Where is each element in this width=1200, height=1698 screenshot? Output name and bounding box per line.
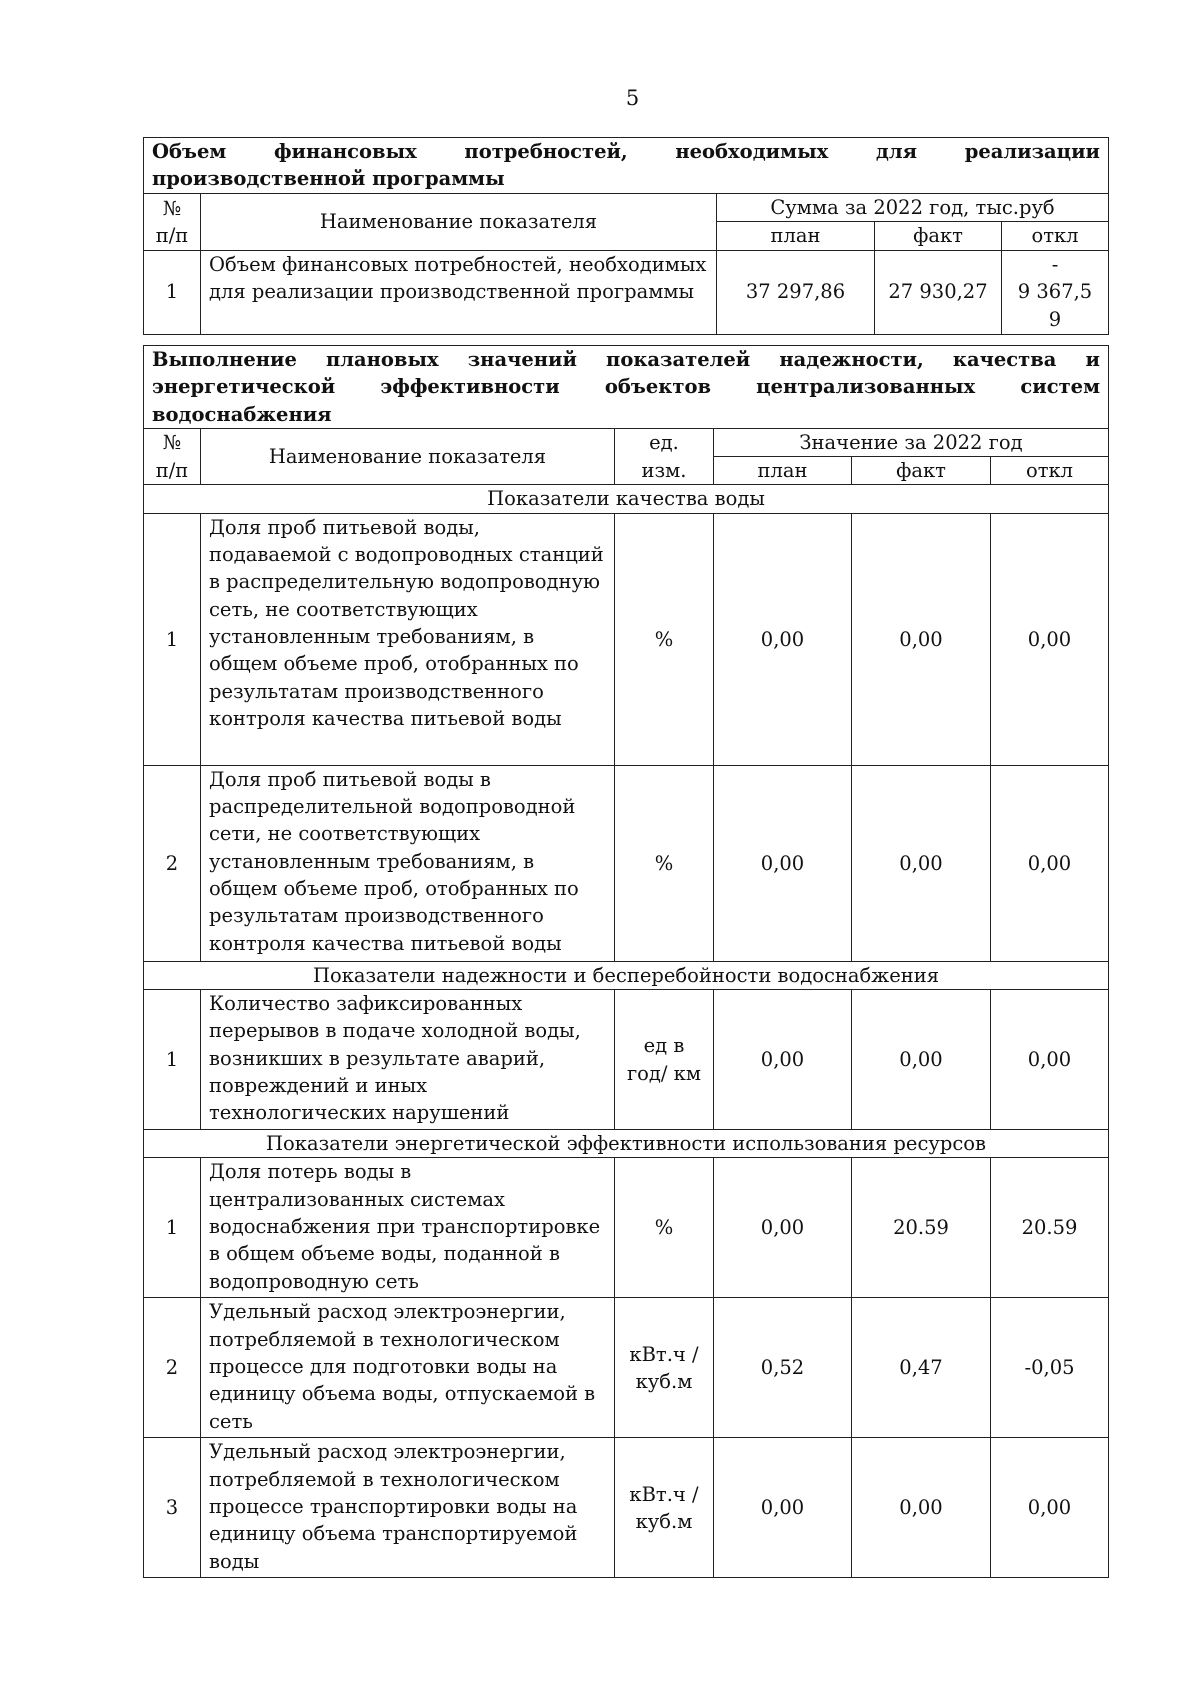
plan-value: 37 297,86 bbox=[717, 250, 875, 334]
col-number-line1: № bbox=[162, 196, 182, 220]
table-row bbox=[144, 1438, 1109, 1578]
section-header-row bbox=[144, 961, 1109, 989]
unit: кВт.ч / куб.м bbox=[615, 1298, 714, 1438]
deviation-line3: 9 bbox=[1048, 307, 1062, 331]
table-row bbox=[144, 1298, 1109, 1438]
row-number: 1 bbox=[144, 250, 201, 334]
row-number: 1 bbox=[144, 513, 201, 765]
col-deviation-header: откл bbox=[991, 457, 1109, 485]
col-unit-line1: ед. bbox=[649, 431, 679, 455]
col-number-header bbox=[144, 428, 201, 485]
deviation-line2: 9 367,5 bbox=[1017, 280, 1093, 304]
fact-value: 20.59 bbox=[852, 1158, 991, 1298]
deviation-value: 0,00 bbox=[991, 990, 1109, 1130]
table-row bbox=[144, 250, 1109, 334]
indicator-name: Удельный расход электроэнергии, потребляемой в технологическом процессе транспортировки воды на единицу объема транспортируемой воды bbox=[201, 1438, 615, 1578]
unit: % bbox=[615, 765, 714, 961]
col-fact-header: факт bbox=[852, 457, 991, 485]
unit: % bbox=[615, 513, 714, 765]
indicator-name: Доля проб питьевой воды, подаваемой с водопроводных станций в распределительную водопроводную сеть, не соответствующих установленным требованиям, в общем объеме проб, отобранных по результатам производственного контроля качества питьевой воды bbox=[201, 513, 615, 765]
plan-value: 0,00 bbox=[714, 1438, 852, 1578]
section-title: Показатели надежности и бесперебойности водоснабжения bbox=[144, 961, 1109, 989]
row-number: 2 bbox=[144, 765, 201, 961]
financial-table-title: Объем финансовых потребностей, необходимых для реализации производственной программы bbox=[144, 138, 1109, 194]
indicator-name: Удельный расход электроэнергии, потребляемой в технологическом процессе для подготовки воды на единицу объема воды, отпускаемой в сеть bbox=[201, 1298, 615, 1438]
indicator-name: Доля проб питьевой воды в распределительной водопроводной сети, не соответствующих установленным требованиям, в общем объеме проб, отобранных по результатам производственного контроля качества питьевой воды bbox=[201, 765, 615, 961]
fact-value: 0,00 bbox=[852, 765, 991, 961]
indicator-name: Объем финансовых потребностей, необходимых для реализации производственной программы bbox=[201, 250, 717, 334]
financial-title-row bbox=[144, 138, 1109, 194]
col-plan-header: план bbox=[717, 222, 875, 250]
col-name-header: Наименование показателя bbox=[201, 428, 615, 485]
col-number-line2: п/п bbox=[155, 458, 189, 482]
deviation-value: 20.59 bbox=[991, 1158, 1109, 1298]
unit: кВт.ч / куб.м bbox=[615, 1438, 714, 1578]
financial-needs-table bbox=[143, 137, 1109, 335]
plan-value: 0,00 bbox=[714, 513, 852, 765]
plan-value: 0,00 bbox=[714, 765, 852, 961]
col-fact-header: факт bbox=[875, 222, 1002, 250]
deviation-value bbox=[1002, 250, 1109, 334]
deviation-value: 0,00 bbox=[991, 765, 1109, 961]
col-number-header bbox=[144, 194, 201, 251]
col-value-header: Значение за 2022 год bbox=[714, 428, 1109, 456]
plan-value: 0,00 bbox=[714, 990, 852, 1130]
row-number: 2 bbox=[144, 1298, 201, 1438]
indicator-name: Количество зафиксированных перерывов в подаче холодной воды, возникших в результате аварий, повреждений и иных технологических нарушений bbox=[201, 990, 615, 1130]
section-header-row bbox=[144, 485, 1109, 513]
fact-value: 27 930,27 bbox=[875, 250, 1002, 334]
deviation-value: 0,00 bbox=[991, 1438, 1109, 1578]
col-number-line1: № bbox=[162, 431, 182, 455]
col-deviation-header: откл bbox=[1002, 222, 1109, 250]
indicator-name: Доля потерь воды в централизованных системах водоснабжения при транспортировке в общем объеме воды, поданной в водопроводную сеть bbox=[201, 1158, 615, 1298]
unit: % bbox=[615, 1158, 714, 1298]
col-name-header: Наименование показателя bbox=[201, 194, 717, 251]
page-number: 5 bbox=[625, 86, 640, 110]
section-title: Показатели энергетической эффективности использования ресурсов bbox=[144, 1130, 1109, 1158]
col-unit-header bbox=[615, 428, 714, 485]
unit: ед в год/ км bbox=[615, 990, 714, 1130]
deviation-value: 0,00 bbox=[991, 513, 1109, 765]
deviation-line1: - bbox=[1051, 253, 1059, 277]
table-row bbox=[144, 1158, 1109, 1298]
col-sum-header: Сумма за 2022 год, тыс.руб bbox=[717, 194, 1109, 222]
plan-value: 0,00 bbox=[714, 1158, 852, 1298]
col-plan-header: план bbox=[714, 457, 852, 485]
section-header-row bbox=[144, 1130, 1109, 1158]
indicators-table-title: Выполнение плановых значений показателей надежности, качества и энергетической эффективности объектов централизованных систем водоснабжения bbox=[144, 346, 1109, 429]
table-row bbox=[144, 990, 1109, 1130]
indicators-header-row bbox=[144, 428, 1109, 456]
plan-value: 0,52 bbox=[714, 1298, 852, 1438]
indicators-title-row bbox=[144, 346, 1109, 429]
fact-value: 0,00 bbox=[852, 513, 991, 765]
financial-header-row bbox=[144, 194, 1109, 222]
deviation-value: -0,05 bbox=[991, 1298, 1109, 1438]
col-number-line2: п/п bbox=[155, 223, 189, 247]
fact-value: 0,00 bbox=[852, 1438, 991, 1578]
col-unit-line2: изм. bbox=[641, 458, 687, 482]
fact-value: 0,00 bbox=[852, 990, 991, 1130]
row-number: 3 bbox=[144, 1438, 201, 1578]
table-row bbox=[144, 765, 1109, 961]
table-row bbox=[144, 513, 1109, 765]
row-number: 1 bbox=[144, 990, 201, 1130]
section-title: Показатели качества воды bbox=[144, 485, 1109, 513]
indicators-table bbox=[143, 345, 1109, 1578]
fact-value: 0,47 bbox=[852, 1298, 991, 1438]
row-number: 1 bbox=[144, 1158, 201, 1298]
